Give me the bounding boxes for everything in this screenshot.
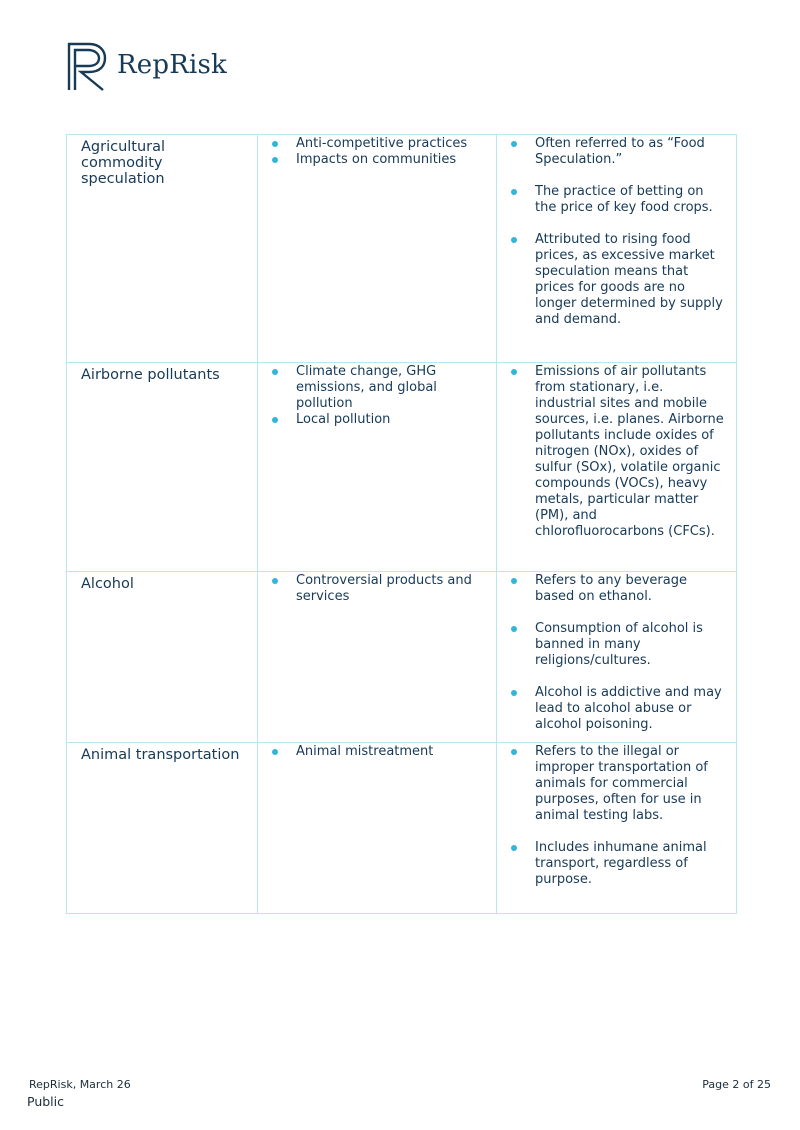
description-text: Refers to any beverage based on ethanol. (535, 573, 687, 604)
issues-cell (258, 363, 497, 572)
footer-page-number: Page 2 of 25 (702, 1078, 771, 1091)
issues-cell (258, 572, 497, 743)
bullet-icon (511, 141, 517, 147)
issue-text: Anti-competitive practices (296, 136, 468, 151)
topic-cell (67, 135, 258, 363)
description-text: Often referred to as “Food Speculation.” (535, 136, 705, 167)
description-list (497, 743, 736, 888)
list-item (535, 744, 726, 824)
reprisk-logo-mark-icon (67, 42, 109, 92)
list-item (535, 184, 726, 216)
topic-name: Agricultural commodity speculation (81, 139, 166, 187)
list-item (535, 573, 726, 605)
bullet-icon (272, 141, 278, 147)
footer-date: RepRisk, March 26 (29, 1078, 131, 1091)
bullet-icon (511, 749, 517, 755)
topic-cell (67, 743, 258, 914)
bullet-icon (272, 578, 278, 584)
table-row (67, 135, 737, 363)
list-item (535, 621, 726, 669)
bullet-icon (511, 845, 517, 851)
list-item (296, 573, 486, 605)
list-item (296, 744, 486, 760)
description-list (497, 135, 736, 328)
issue-text: Controversial products and services (296, 573, 472, 604)
list-item (535, 136, 726, 168)
table-row (67, 743, 737, 914)
logo-text: RepRisk (117, 50, 227, 80)
description-text: Consumption of alcohol is banned in many religions/cultures. (535, 621, 703, 668)
list-item (296, 136, 486, 152)
bullet-icon (272, 157, 278, 163)
list-item (535, 232, 726, 328)
description-text: The practice of betting on the price of key food crops. (535, 184, 713, 215)
issues-cell (258, 135, 497, 363)
table-row (67, 572, 737, 743)
issues-cell (258, 743, 497, 914)
issues-list (258, 363, 496, 428)
description-cell (497, 135, 737, 363)
table-row (67, 363, 737, 572)
issue-text: Climate change, GHG emissions, and global pollution (296, 364, 437, 411)
list-item (535, 685, 726, 733)
list-item (296, 364, 486, 412)
description-cell (497, 363, 737, 572)
bullet-icon (272, 749, 278, 755)
description-cell (497, 743, 737, 914)
topic-cell (67, 572, 258, 743)
issue-text: Animal mistreatment (296, 744, 434, 759)
bullet-icon (511, 237, 517, 243)
description-text: Attributed to rising food prices, as excessive market speculation means that prices for goods are no longer determined by supply and demand. (535, 232, 723, 327)
footer-classification: Public (27, 1094, 64, 1109)
bullet-icon (511, 578, 517, 584)
issue-text: Impacts on communities (296, 152, 457, 167)
list-item (296, 152, 486, 168)
topic-cell (67, 363, 258, 572)
description-cell (497, 572, 737, 743)
bullet-icon (511, 369, 517, 375)
bullet-icon (511, 189, 517, 195)
description-list (497, 363, 736, 540)
topic-name: Airborne pollutants (81, 367, 220, 383)
bullet-icon (511, 690, 517, 696)
topic-name: Animal transportation (81, 747, 240, 763)
issues-list (258, 572, 496, 605)
description-text: Alcohol is addictive and may lead to alcohol abuse or alcohol poisoning. (535, 685, 722, 732)
issues-list (258, 135, 496, 168)
topic-name: Alcohol (81, 576, 134, 592)
description-list (497, 572, 736, 733)
list-item (535, 840, 726, 888)
description-text: Includes inhumane animal transport, regardless of purpose. (535, 840, 707, 887)
bullet-icon (272, 369, 278, 375)
description-text: Refers to the illegal or improper transportation of animals for commercial purposes, often for use in animal testing labs. (535, 744, 708, 823)
list-item (535, 364, 726, 540)
issue-text: Local pollution (296, 412, 391, 427)
bullet-icon (272, 417, 278, 423)
risk-topics-table (66, 134, 737, 914)
bullet-icon (511, 626, 517, 632)
list-item (296, 412, 486, 428)
issues-list (258, 743, 496, 760)
reprisk-logo (67, 42, 227, 92)
description-text: Emissions of air pollutants from stationary, i.e. industrial sites and mobile sources, i.e. planes. Airborne pollutants include oxides of nitrogen (NOx), oxides of sulfur (SOx), volatile organic compounds (VOCs), heavy metals, particular matter (PM), and chlorofluorocarbons (CFCs). (535, 364, 724, 539)
